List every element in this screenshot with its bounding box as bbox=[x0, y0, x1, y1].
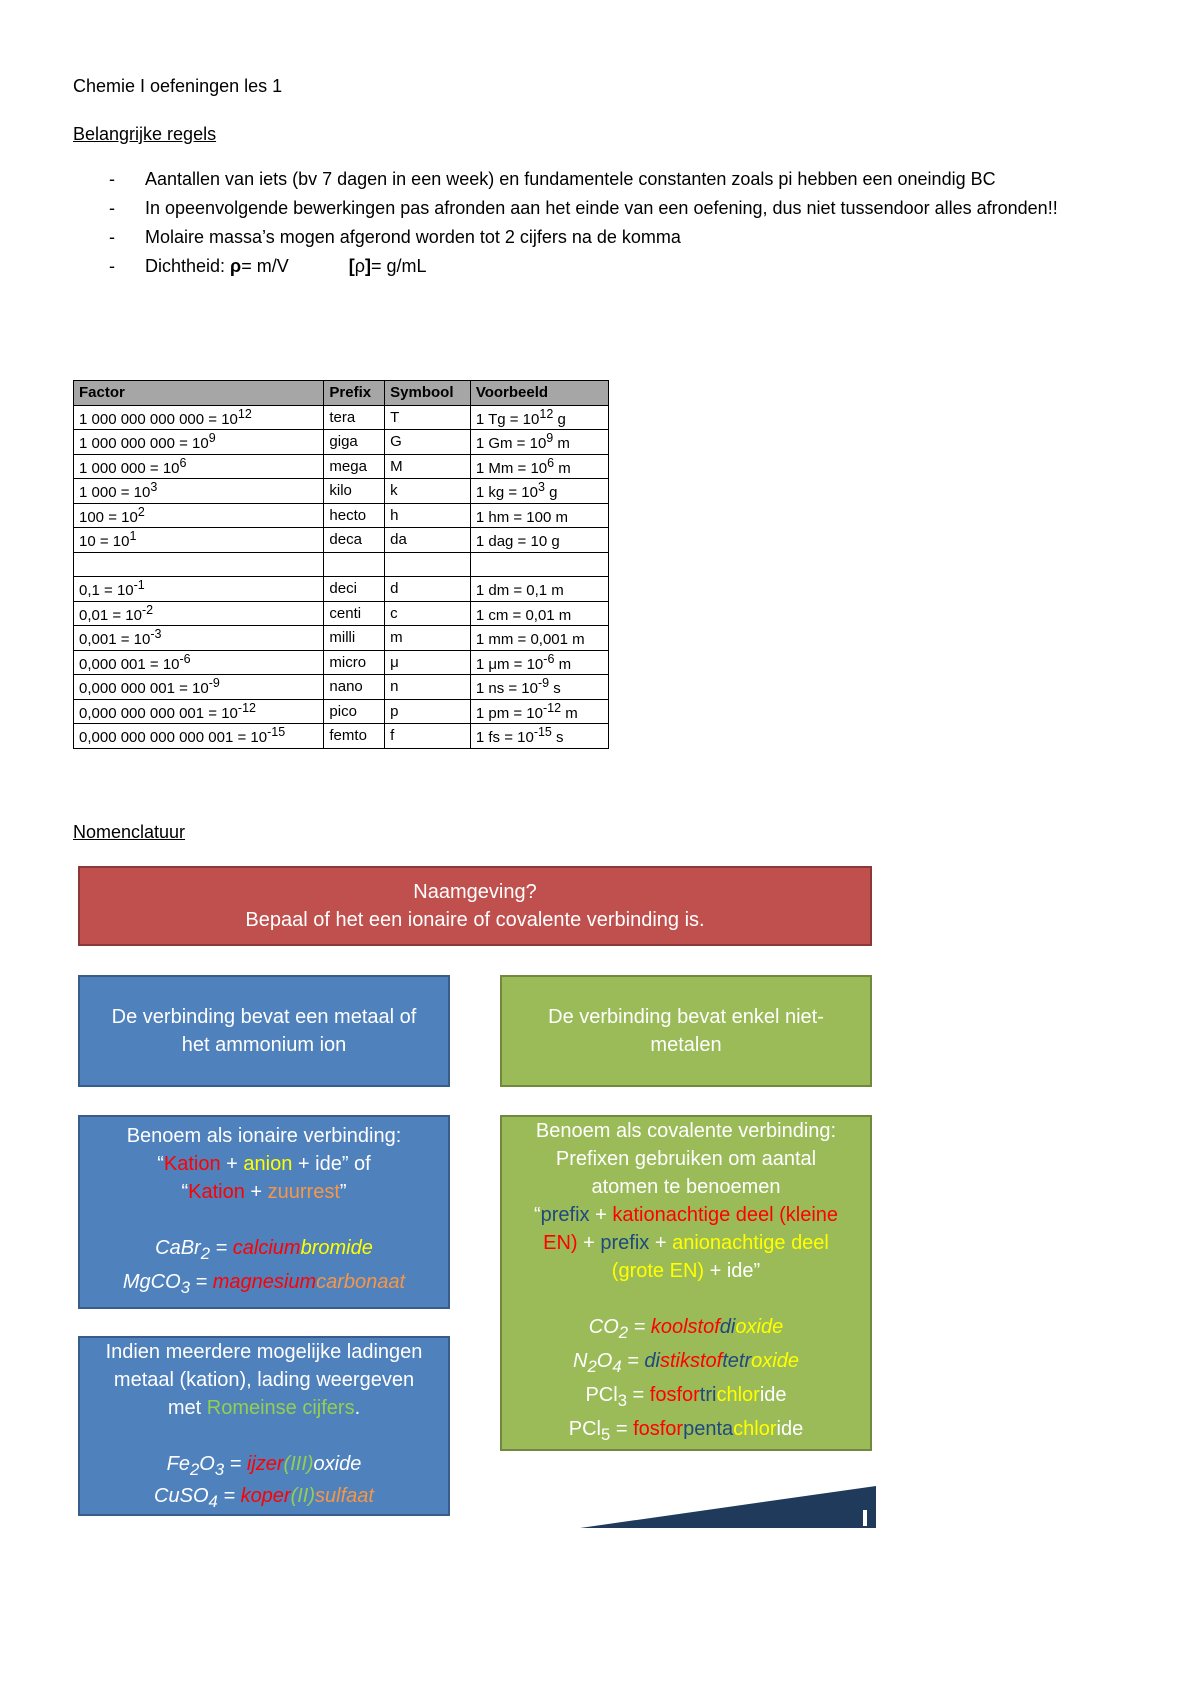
prefix-cell: hecto bbox=[324, 503, 385, 528]
rules-heading: Belangrijke regels bbox=[73, 124, 217, 144]
covalent-naming-box: Benoem als covalente verbinding: Prefixen gebruiken om aantal atomen te benoemen “prefix + kationachtige deel (kleine EN) + prefix + anionachtige deel (grote EN) + ide” $CO_2$ = koolstofdioxide $N_2O_4$ = distikstoftetroxide PCl$_3$ = fosfortrichloride PCl$_5$ = fosforpentachloride bbox=[500, 1115, 872, 1451]
example-cell: 1 dag = 10 g bbox=[470, 528, 608, 553]
density-unit-close: ] bbox=[364, 256, 371, 276]
prefix-cell bbox=[324, 552, 385, 577]
example-cell: 1 $Tg = 10^{12}$ g bbox=[470, 405, 608, 430]
metal-compound-box: De verbinding bevat een metaal of het ammonium ion bbox=[78, 975, 450, 1087]
nonmetal-compound-box: De verbinding bevat enkel niet- metalen bbox=[500, 975, 872, 1087]
table-row bbox=[74, 454, 609, 479]
prefix-cell: centi bbox=[324, 601, 385, 626]
table-row bbox=[74, 675, 609, 700]
example-cell: 1 dm = 0,1 m bbox=[470, 577, 608, 602]
ionic-example: MgCO$_3$ = magnesiumcarbonaat bbox=[122, 1271, 406, 1297]
factor-cell: $0,001 = 10^{-3}$ bbox=[74, 626, 324, 651]
symbol-cell: da bbox=[385, 528, 471, 553]
prefix-cell: giga bbox=[324, 430, 385, 455]
example-cell: 1 $Gm = 10^9$ m bbox=[470, 430, 608, 455]
rules-list bbox=[73, 165, 1133, 281]
table-row bbox=[74, 626, 609, 651]
roman-example: CuSO$_4$ = koper(II)sulfaat bbox=[154, 1485, 374, 1511]
ionic-rule-line: “Kation + zuurrest” bbox=[181, 1181, 347, 1203]
table-row bbox=[74, 503, 609, 528]
table-row bbox=[74, 528, 609, 553]
roman-numeral-box: Indien meerdere mogelijke ladingen metaal (kation), lading weergeven met Romeinse cijfers. $Fe_2O_3$ = ijzer(III)oxide CuSO$_4$ = koper(II)sulfaat bbox=[78, 1336, 450, 1516]
prefix-cell: femto bbox=[324, 724, 385, 749]
symbol-cell bbox=[385, 552, 471, 577]
factor-cell: 0,000 $001 = 10^{-6}$ bbox=[74, 650, 324, 675]
table-row bbox=[74, 577, 609, 602]
factor-cell: $0,1 = 10^{-1}$ bbox=[74, 577, 324, 602]
example-cell: 1 fs = $10^{-15}$ s bbox=[470, 724, 608, 749]
symbol-cell: G bbox=[385, 430, 471, 455]
density-unit: = g/mL bbox=[370, 256, 427, 276]
example-cell: 1 mm = 0,001 m bbox=[470, 626, 608, 651]
rule-text: Molaire massa’s mogen afgerond worden tot 2 cijfers na de komma bbox=[145, 227, 681, 247]
symbol-cell: d bbox=[385, 577, 471, 602]
header-prefix: Prefix bbox=[324, 381, 385, 406]
nomenclature-heading: Nomenclatuur bbox=[73, 822, 186, 842]
prefix-cell: deci bbox=[324, 577, 385, 602]
covalent-rule-line: “prefix + kationachtige deel (kleine bbox=[533, 1204, 839, 1226]
rule-item: - In opeenvolgende bewerkingen pas afronden aan het einde van een oefening, dus niet tussendoor alles afronden!! bbox=[109, 198, 1058, 218]
prefix-cell: tera bbox=[324, 405, 385, 430]
example-cell bbox=[470, 552, 608, 577]
prefix-cell: deca bbox=[324, 528, 385, 553]
prefix-table bbox=[73, 380, 609, 749]
table-row bbox=[74, 405, 609, 430]
document-title: Chemie I oefeningen les 1 bbox=[73, 76, 283, 96]
factor-cell: 1 $000 = 10^3$ bbox=[74, 479, 324, 504]
example-cell: 1 cm = 0,01 m bbox=[470, 601, 608, 626]
rule-text: Aantallen van iets (bv 7 dagen in een week) en fundamentele constanten zoals pi hebben een oneindig BC bbox=[145, 169, 996, 189]
prefix-cell: mega bbox=[324, 454, 385, 479]
header-factor: Factor bbox=[74, 381, 324, 406]
header-symbol: Symbool bbox=[385, 381, 471, 406]
example-cell: 1 $Mm = 10^6$ m bbox=[470, 454, 608, 479]
covalent-rule-line: (grote EN) + ide” bbox=[611, 1260, 761, 1282]
symbol-cell: k bbox=[385, 479, 471, 504]
table-header-row bbox=[74, 381, 609, 406]
ionic-naming-box: Benoem als ionaire verbinding: “Kation + anion + ide” of “Kation + zuurrest” CaBr$_2$ = calciumbromide MgCO$_3$ = magnesiumcarbonaat bbox=[78, 1115, 450, 1309]
table-body bbox=[74, 405, 609, 748]
density-label: Dichtheid: bbox=[145, 256, 231, 276]
decorative-slope-graphic bbox=[580, 1480, 880, 1530]
ionic-rule-line: “Kation + anion + ide” of bbox=[157, 1153, 371, 1175]
header-example: Voorbeeld bbox=[470, 381, 608, 406]
naming-instruction: Bepaal of het een ionaire of covalente verbinding is. bbox=[245, 909, 705, 931]
density-formula: = m/V bbox=[241, 256, 289, 276]
slope-accent bbox=[863, 1510, 867, 1526]
factor-cell: 1 000 000 $000 = 10^9$ bbox=[74, 430, 324, 455]
symbol-cell: c bbox=[385, 601, 471, 626]
covalent-example: PCl$_5$ = fosforpentachloride bbox=[568, 1418, 804, 1444]
density-unit-symbol: ρ bbox=[354, 256, 365, 276]
example-cell: 1 $\mu m = 10^{-6}$ m bbox=[470, 650, 608, 675]
prefix-cell: milli bbox=[324, 626, 385, 651]
symbol-cell: M bbox=[385, 454, 471, 479]
prefix-cell: kilo bbox=[324, 479, 385, 504]
roman-example: $Fe_2O_3$ = ijzer(III)oxide bbox=[166, 1453, 362, 1479]
factor-cell: $100 = 10^2$ bbox=[74, 503, 324, 528]
rule-item: - Aantallen van iets (bv 7 dagen in een week) en fundamentele constanten zoals pi hebben een oneindig BC bbox=[109, 169, 996, 189]
density-symbol: ρ bbox=[230, 256, 242, 276]
factor-cell: $0,01 = 10^{-2}$ bbox=[74, 601, 324, 626]
symbol-cell: μ bbox=[385, 650, 471, 675]
factor-cell: $10 = 10^1$ bbox=[74, 528, 324, 553]
factor-cell bbox=[74, 552, 324, 577]
covalent-example: $N_2O_4$ = distikstoftetroxide bbox=[573, 1350, 799, 1376]
example-cell: 1 kg = $10^3$ g bbox=[470, 479, 608, 504]
factor-cell: 0,000 000 $001 = 10^{-9}$ bbox=[74, 675, 324, 700]
symbol-cell: p bbox=[385, 699, 471, 724]
covalent-example: PCl$_3$ = fosfortrichloride bbox=[585, 1384, 787, 1410]
factor-cell: 0,000 000 000 000 $001 = 10^{-15}$ bbox=[74, 724, 324, 749]
covalent-rule-line: EN) + prefix + anionachtige deel bbox=[543, 1232, 829, 1254]
ionic-example: CaBr$_2$ = calciumbromide bbox=[155, 1237, 373, 1263]
table-row bbox=[74, 724, 609, 749]
table-row bbox=[74, 479, 609, 504]
factor-cell: 1 000 000 000 $000 = 10^{12}$ bbox=[74, 405, 324, 430]
rule-text: In opeenvolgende bewerkingen pas afronden aan het einde van een oefening, dus niet tussendoor alles afronden!! bbox=[145, 198, 1058, 218]
table-row-spacer bbox=[74, 552, 609, 577]
slope-shape bbox=[580, 1486, 876, 1528]
rule-item-density: - Dichtheid: ρ= m/V [ρ]= g/mL bbox=[109, 256, 427, 276]
example-cell: 1 pm = $10^{-12}$ m bbox=[470, 699, 608, 724]
prefix-cell: pico bbox=[324, 699, 385, 724]
covalent-example: $CO_2$ = koolstofdioxide bbox=[588, 1316, 784, 1342]
symbol-cell: f bbox=[385, 724, 471, 749]
rule-item: - Molaire massa’s mogen afgerond worden tot 2 cijfers na de komma bbox=[109, 227, 681, 247]
example-cell: 1 hm = 100 m bbox=[470, 503, 608, 528]
table-row bbox=[74, 650, 609, 675]
density-unit-open: [ bbox=[348, 256, 355, 276]
symbol-cell: m bbox=[385, 626, 471, 651]
table-row bbox=[74, 430, 609, 455]
example-cell: 1 ns = $10^{-9}$ s bbox=[470, 675, 608, 700]
symbol-cell: n bbox=[385, 675, 471, 700]
prefix-cell: micro bbox=[324, 650, 385, 675]
symbol-cell: h bbox=[385, 503, 471, 528]
table-row bbox=[74, 601, 609, 626]
table-row bbox=[74, 699, 609, 724]
factor-cell: 0,000 000 000 $001 = 10^{-12}$ bbox=[74, 699, 324, 724]
prefix-cell: nano bbox=[324, 675, 385, 700]
naming-question: Naamgeving? bbox=[413, 881, 537, 903]
symbol-cell: T bbox=[385, 405, 471, 430]
naming-question-box bbox=[78, 866, 872, 946]
factor-cell: 1 000 $000 = 10^6$ bbox=[74, 454, 324, 479]
